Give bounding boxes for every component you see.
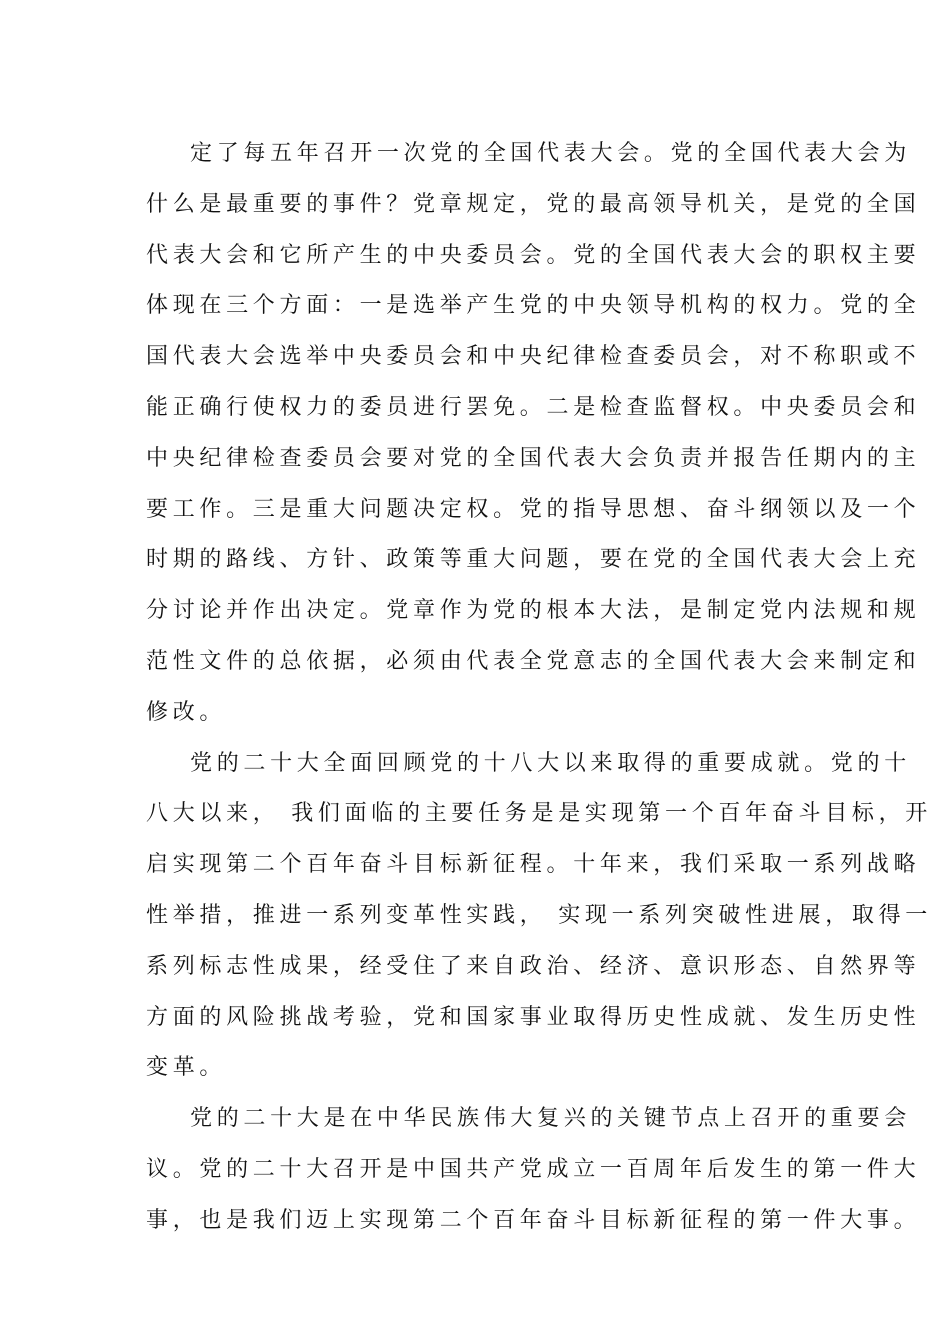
text-line: 系列标志性成果，经受住了来自政治、经济、意识形态、自然界等	[146, 953, 921, 979]
text-line: 党的二十大是在中华民族伟大复兴的关键节点上召开的重要会	[190, 1106, 911, 1132]
text-line: 范性文件的总依据，必须由代表全党意志的全国代表大会来制定和	[146, 648, 921, 674]
text-line: 变革。	[146, 1055, 227, 1081]
text-line: 什么是最重要的事件？党章规定，党的最高领导机关，是党的全国	[146, 191, 921, 217]
text-line: 修改。	[146, 699, 227, 725]
text-line: 性举措，推进一系列变革性实践， 实现一系列突破性进展，取得一	[146, 902, 932, 928]
text-line: 时期的路线、方针、政策等重大问题，要在党的全国代表大会上充	[146, 547, 921, 573]
text-line: 分讨论并作出决定。党章作为党的根本大法，是制定党内法规和规	[146, 598, 921, 624]
text-line: 定了每五年召开一次党的全国代表大会。党的全国代表大会为	[190, 141, 911, 166]
text-line: 八大以来， 我们面临的主要任务是是实现第一个百年奋斗目标，开	[146, 801, 932, 827]
text-line: 能正确行使权力的委员进行罢免。二是检查监督权。中央委员会和	[146, 394, 921, 420]
text-line: 议。党的二十大召开是中国共产党成立一百周年后发生的第一件大	[146, 1156, 921, 1182]
text-line: 体现在三个方面：一是选举产生党的中央领导机构的权力。党的全	[146, 293, 921, 319]
text-line: 事，也是我们迈上实现第二个百年奋斗目标新征程的第一件大事。	[146, 1207, 921, 1233]
text-line: 启实现第二个百年奋斗目标新征程。十年来，我们采取一系列战略	[146, 852, 921, 878]
text-line: 代表大会和它所产生的中央委员会。党的全国代表大会的职权主要	[146, 242, 921, 268]
document-body	[146, 132, 932, 1250]
text-line: 要工作。三是重大问题决定权。党的指导思想、奋斗纲领以及一个	[146, 496, 921, 522]
text-line: 党的二十大全面回顾党的十八大以来取得的重要成就。党的十	[190, 750, 911, 776]
text-line: 方面的风险挑战考验，党和国家事业取得历史性成就、发生历史性	[146, 1004, 921, 1030]
text-line: 国代表大会选举中央委员会和中央纪律检查委员会，对不称职或不	[146, 344, 921, 370]
text-line: 中央纪律检查委员会要对党的全国代表大会负责并报告任期内的主	[146, 445, 921, 471]
